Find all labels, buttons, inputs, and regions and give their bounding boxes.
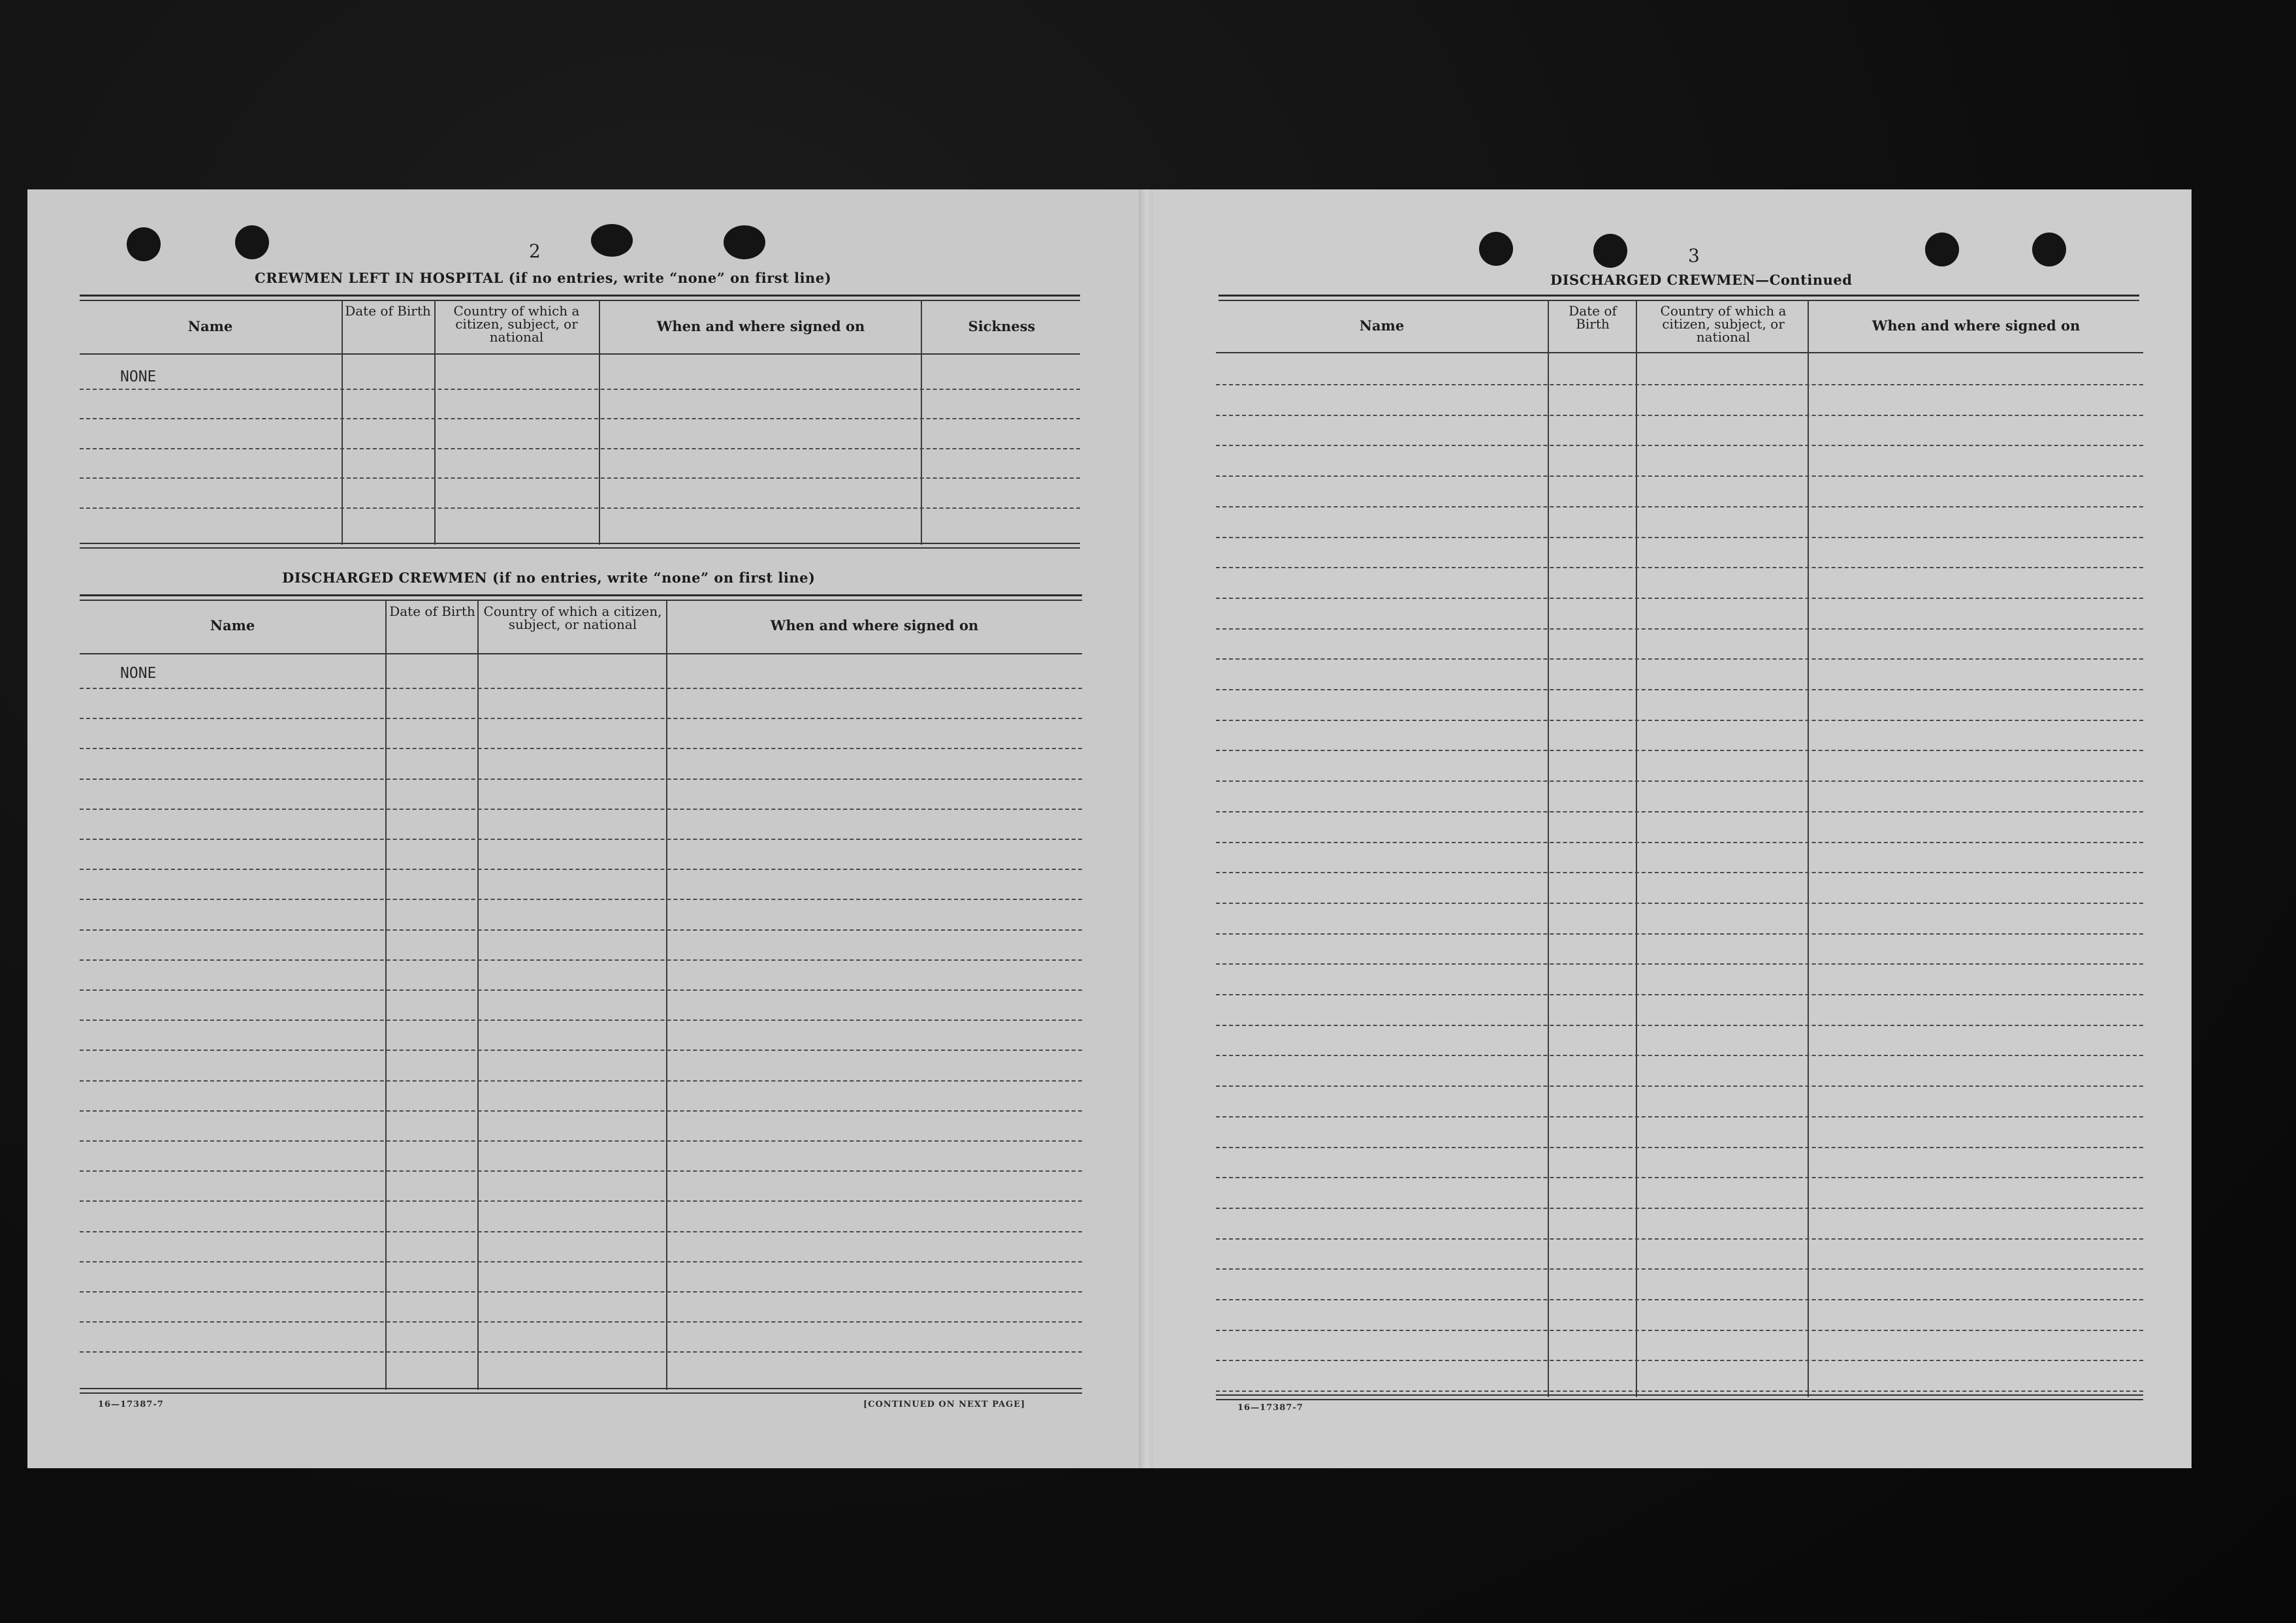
column-header-country: Country of which a citizen, subject, or national [1660,303,1787,345]
ruled-line [80,718,1082,719]
continued-note: [CONTINUED ON NEXT PAGE] [863,1400,1026,1409]
ruled-line [1216,1177,2143,1178]
column-header-date-of-birth: Date of Birth [1569,303,1617,332]
table-bottom-rule [80,1392,1082,1394]
ruled-line [1216,1330,2143,1331]
column-header-when-where: When and where signed on [1872,317,2081,334]
ruled-line [1216,780,2143,782]
ruled-line [80,779,1082,780]
hospital-section-title: CREWMEN LEFT IN HOSPITAL (if no entries, write “none” on first line) [255,270,832,286]
ruled-line [80,688,1082,689]
ruled-line [80,809,1082,810]
column-header-name: Name [210,617,255,634]
header-rule [1216,352,2143,353]
ruled-line [80,929,1082,931]
ruled-line [80,869,1082,870]
ruled-line [1216,415,2143,416]
table-top-rule [80,300,1080,301]
ruled-line [1216,1238,2143,1240]
page-number: 3 [1688,245,1700,266]
ruled-line [1216,1360,2143,1361]
ruled-line [1216,1208,2143,1209]
ruled-line [1216,811,2143,812]
form-number: 16—17387-7 [98,1400,164,1409]
table-bottom-rule [1216,1394,2143,1396]
punch-hole [1925,233,1959,266]
column-header-when-where: When and where signed on [770,617,979,634]
ruled-line [1216,598,2143,599]
ruled-line [80,389,1080,390]
ruled-line [80,748,1082,749]
page-number: 2 [529,240,541,262]
column-header-date-of-birth: Date of Birth [389,603,475,619]
ruled-line [80,1261,1082,1262]
ruled-line [80,1321,1082,1323]
ruled-line [1216,842,2143,843]
ruled-line [80,839,1082,840]
ruled-line [1216,903,2143,904]
punch-hole [591,224,633,257]
form-number: 16—17387-7 [1237,1403,1303,1413]
page-fold [1139,189,1153,1468]
table-top-rule [80,600,1082,601]
ruled-line [80,418,1080,419]
ruled-line [80,1231,1082,1232]
ruled-line [80,1020,1082,1021]
ruled-line [1216,720,2143,721]
ruled-line [1216,933,2143,935]
column-divider [1548,300,1549,1397]
punch-hole [127,227,161,261]
column-divider [1636,300,1637,1397]
ruled-line [80,1140,1082,1142]
table-bottom-rule [1216,1399,2143,1400]
ruled-line [1216,1025,2143,1026]
ruled-line [80,1050,1082,1051]
ruled-line [1216,750,2143,751]
ruled-line [1216,506,2143,507]
ruled-line [1216,1147,2143,1148]
punch-hole [1593,234,1627,268]
column-header-name: Name [187,318,233,334]
column-header-date-of-birth: Date of Birth [345,303,431,319]
punch-hole [2032,233,2066,266]
discharged-first-entry: NONE [120,665,157,682]
left-page [27,189,1145,1468]
ruled-line [80,1200,1082,1202]
table-top-rule [1219,300,2139,301]
table-bottom-rule [80,1388,1082,1389]
ruled-line [1216,475,2143,477]
ruled-line [80,1170,1082,1172]
ruled-line [1216,1268,2143,1270]
column-divider [1808,300,1809,1397]
ruled-line [1216,963,2143,965]
table-top-rule [80,295,1080,297]
ruled-line [1216,1085,2143,1087]
table-bottom-rule [80,543,1080,544]
ruled-line [80,1351,1082,1353]
ruled-line [1216,872,2143,873]
ruled-line [1216,537,2143,538]
column-header-sickness: Sickness [968,318,1036,334]
table-top-rule [80,594,1082,596]
table-bottom-rule [80,547,1080,549]
ruled-line [1216,1116,2143,1117]
ruled-line [80,989,1082,991]
header-rule [80,653,1082,654]
column-header-country: Country of which a citizen, subject, or national [483,603,662,632]
ruled-line [80,959,1082,961]
ruled-line [1216,628,2143,630]
ruled-line [1216,689,2143,690]
punch-hole [235,225,269,259]
ruled-line [1216,1055,2143,1056]
table-top-rule [1219,295,2139,297]
ruled-line [80,507,1080,509]
column-header-when-where: When and where signed on [656,318,865,334]
ruled-line [80,448,1080,449]
ruled-line [1216,1299,2143,1300]
ruled-line [1216,567,2143,568]
ruled-line [80,1080,1082,1082]
ruled-line [1216,445,2143,446]
ruled-line [80,1110,1082,1112]
header-rule [80,353,1080,355]
punch-hole [1479,232,1513,266]
ruled-line [1216,1390,2143,1392]
column-header-country: Country of which a citizen, subject, or national [453,303,580,345]
hospital-first-entry: NONE [120,368,157,385]
punch-hole [724,225,765,259]
discharged-continued-title: DISCHARGED CREWMEN—Continued [1550,272,1853,288]
column-header-name: Name [1359,317,1405,334]
ruled-line [80,1291,1082,1293]
ruled-line [80,899,1082,900]
ruled-line [1216,658,2143,660]
ruled-line [1216,994,2143,995]
discharged-section-title: DISCHARGED CREWMEN (if no entries, write “none” on first line) [282,570,816,586]
ruled-line [80,477,1080,479]
right-page [1139,189,2192,1468]
ruled-line [1216,384,2143,385]
